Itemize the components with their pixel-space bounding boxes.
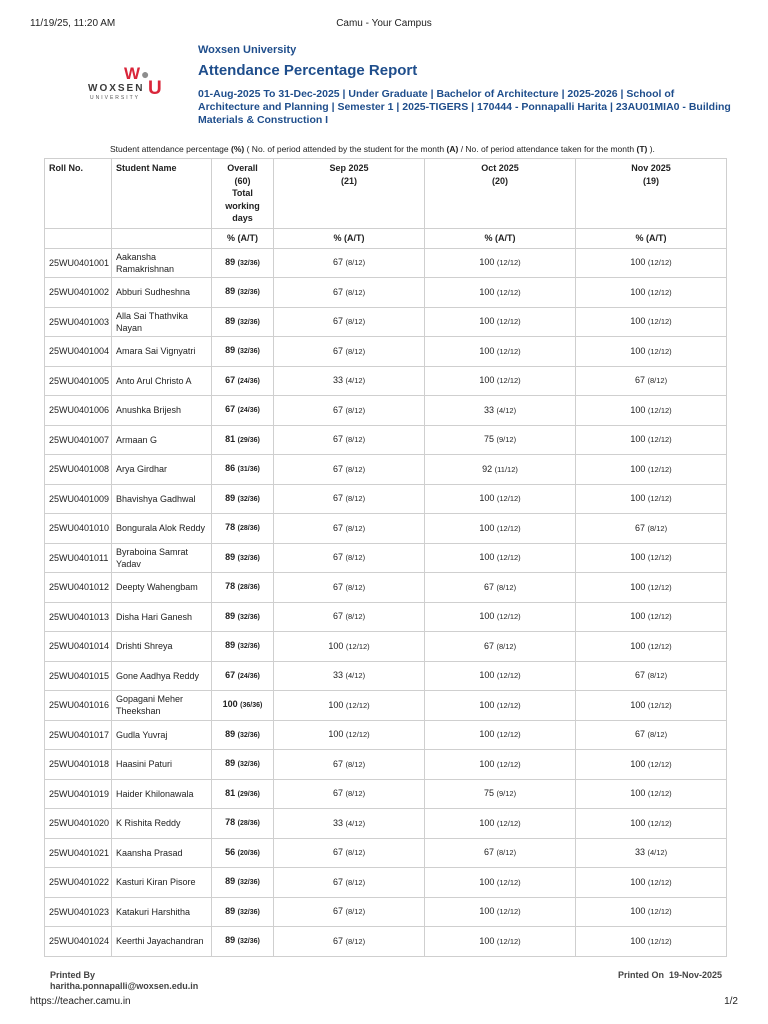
attendance-table — [44, 158, 727, 957]
cell-month-1: 100 (12/12) — [425, 868, 576, 898]
cell-month-2: 100 (12/12) — [576, 484, 727, 514]
cell-roll: 25WU0401024 — [45, 927, 112, 957]
cell-month-0: 67 (8/12) — [274, 897, 425, 927]
table-row — [45, 248, 727, 278]
university-name: Woxsen University — [198, 44, 297, 56]
cell-month-0: 33 (4/12) — [274, 661, 425, 691]
cell-roll: 25WU0401009 — [45, 484, 112, 514]
logo-wordmark: WOXSEN — [88, 83, 145, 94]
cell-month-0: 67 (8/12) — [274, 779, 425, 809]
table-header-row — [45, 159, 727, 229]
table-row — [45, 573, 727, 603]
cell-overall: 89 (32/36) — [212, 307, 274, 337]
cell-month-1: 100 (12/12) — [425, 337, 576, 367]
table-row — [45, 337, 727, 367]
cell-month-2: 100 (12/12) — [576, 396, 727, 426]
cell-month-1: 100 (12/12) — [425, 307, 576, 337]
table-row — [45, 514, 727, 544]
cell-name: Haider Khilonawala — [112, 779, 212, 809]
cell-month-2: 100 (12/12) — [576, 307, 727, 337]
cell-month-0: 67 (8/12) — [274, 573, 425, 603]
table-row — [45, 366, 727, 396]
cell-month-0: 67 (8/12) — [274, 838, 425, 868]
table-row — [45, 396, 727, 426]
cell-month-0: 67 (8/12) — [274, 455, 425, 485]
table-row — [45, 779, 727, 809]
cell-month-2: 100 (12/12) — [576, 779, 727, 809]
printed-by-label: Printed By — [50, 970, 96, 980]
cell-roll: 25WU0401001 — [45, 248, 112, 278]
cell-month-2: 100 (12/12) — [576, 691, 727, 721]
cell-name: Gone Aadhya Reddy — [112, 661, 212, 691]
cell-name: Gopagani Meher Theekshan — [112, 691, 212, 721]
cell-name: Arya Girdhar — [112, 455, 212, 485]
cell-overall: 81 (29/36) — [212, 779, 274, 809]
cell-month-1: 100 (12/12) — [425, 543, 576, 573]
cell-month-0: 67 (8/12) — [274, 514, 425, 544]
col-header-sep: Sep 2025 (21) — [274, 159, 425, 229]
cell-month-2: 100 (12/12) — [576, 750, 727, 780]
cell-roll: 25WU0401023 — [45, 897, 112, 927]
cell-month-0: 67 (8/12) — [274, 278, 425, 308]
cell-month-2: 100 (12/12) — [576, 897, 727, 927]
cell-month-2: 100 (12/12) — [576, 573, 727, 603]
col-header-nov: Nov 2025 (19) — [576, 159, 727, 229]
cell-name: Kaansha Prasad — [112, 838, 212, 868]
cell-roll: 25WU0401019 — [45, 779, 112, 809]
printed-on: Printed On 19-Nov-2025 — [617, 970, 722, 980]
cell-overall: 89 (32/36) — [212, 897, 274, 927]
col-header-name: Student Name — [112, 159, 212, 229]
logo-mark: W● — [124, 64, 151, 83]
cell-name: Kasturi Kiran Pisore — [112, 868, 212, 898]
cell-overall: 89 (32/36) — [212, 750, 274, 780]
table-body — [45, 248, 727, 956]
cell-month-2: 100 (12/12) — [576, 602, 727, 632]
cell-overall: 100 (36/36) — [212, 691, 274, 721]
cell-name: Armaan G — [112, 425, 212, 455]
cell-name: Amara Sai Vignyatri — [112, 337, 212, 367]
cell-month-2: 100 (12/12) — [576, 425, 727, 455]
cell-name: Abburi Sudheshna — [112, 278, 212, 308]
cell-overall: 89 (32/36) — [212, 632, 274, 662]
cell-month-1: 33 (4/12) — [425, 396, 576, 426]
table-row — [45, 691, 727, 721]
legend-note: Student attendance percentage (%) ( No. of period attended by the student for the month (A) / No. of period attendance taken for the month (T) ). — [110, 144, 655, 154]
cell-name: Bongurala Alok Reddy — [112, 514, 212, 544]
cell-month-1: 100 (12/12) — [425, 750, 576, 780]
cell-month-1: 100 (12/12) — [425, 514, 576, 544]
cell-month-0: 67 (8/12) — [274, 868, 425, 898]
logo-subtext: UNIVERSITY — [90, 95, 141, 101]
table-row — [45, 838, 727, 868]
cell-month-0: 33 (4/12) — [274, 809, 425, 839]
cell-roll: 25WU0401011 — [45, 543, 112, 573]
cell-roll: 25WU0401003 — [45, 307, 112, 337]
cell-month-1: 100 (12/12) — [425, 927, 576, 957]
cell-roll: 25WU0401022 — [45, 868, 112, 898]
table-row — [45, 455, 727, 485]
cell-month-1: 100 (12/12) — [425, 248, 576, 278]
table-row — [45, 543, 727, 573]
cell-roll: 25WU0401005 — [45, 366, 112, 396]
cell-month-2: 67 (8/12) — [576, 366, 727, 396]
cell-name: Drishti Shreya — [112, 632, 212, 662]
cell-month-1: 75 (9/12) — [425, 425, 576, 455]
table-row — [45, 602, 727, 632]
printed-by — [50, 970, 198, 992]
cell-overall: 89 (32/36) — [212, 248, 274, 278]
cell-month-1: 100 (12/12) — [425, 897, 576, 927]
cell-roll: 25WU0401014 — [45, 632, 112, 662]
cell-roll: 25WU0401012 — [45, 573, 112, 603]
cell-month-1: 67 (8/12) — [425, 573, 576, 603]
cell-month-1: 100 (12/12) — [425, 809, 576, 839]
col-header-roll: Roll No. — [45, 159, 112, 229]
cell-month-1: 67 (8/12) — [425, 838, 576, 868]
cell-month-0: 67 (8/12) — [274, 337, 425, 367]
cell-month-0: 100 (12/12) — [274, 720, 425, 750]
cell-overall: 78 (28/36) — [212, 573, 274, 603]
cell-month-0: 67 (8/12) — [274, 543, 425, 573]
cell-month-1: 67 (8/12) — [425, 632, 576, 662]
subheader-oct: % (A/T) — [425, 229, 576, 249]
subheader-nov: % (A/T) — [576, 229, 727, 249]
cell-roll: 25WU0401002 — [45, 278, 112, 308]
report-description: 01-Aug-2025 To 31-Dec-2025 | Under Graduate | Bachelor of Architecture | 2025-2026 | School of Architecture and Planning | Semester 1 | 2025-TIGERS | 170444 - Ponnapalli Harita | 23AU01MIA0 - Building Materials & Construction I — [198, 88, 731, 126]
cell-name: Aakansha Ramakrishnan — [112, 248, 212, 278]
table-row — [45, 750, 727, 780]
cell-overall: 89 (32/36) — [212, 484, 274, 514]
table-row — [45, 809, 727, 839]
cell-overall: 67 (24/36) — [212, 661, 274, 691]
cell-overall: 89 (32/36) — [212, 927, 274, 957]
cell-overall: 78 (28/36) — [212, 514, 274, 544]
cell-month-1: 100 (12/12) — [425, 278, 576, 308]
cell-roll: 25WU0401013 — [45, 602, 112, 632]
cell-overall: 81 (29/36) — [212, 425, 274, 455]
cell-month-0: 100 (12/12) — [274, 691, 425, 721]
cell-roll: 25WU0401018 — [45, 750, 112, 780]
cell-roll: 25WU0401020 — [45, 809, 112, 839]
subheader-empty — [45, 229, 112, 249]
cell-month-2: 100 (12/12) — [576, 248, 727, 278]
cell-month-2: 100 (12/12) — [576, 809, 727, 839]
report-header — [198, 44, 738, 127]
cell-month-0: 67 (8/12) — [274, 396, 425, 426]
cell-month-1: 92 (11/12) — [425, 455, 576, 485]
cell-month-1: 100 (12/12) — [425, 691, 576, 721]
print-header — [30, 18, 738, 32]
table-row — [45, 720, 727, 750]
cell-name: Keerthi Jayachandran — [112, 927, 212, 957]
cell-month-0: 67 (8/12) — [274, 750, 425, 780]
print-page-title: Camu - Your Campus — [336, 18, 432, 29]
cell-roll: 25WU0401015 — [45, 661, 112, 691]
woxsen-logo — [86, 64, 170, 104]
cell-month-2: 33 (4/12) — [576, 838, 727, 868]
table-row — [45, 897, 727, 927]
print-url: https://teacher.camu.in — [30, 996, 131, 1007]
col-header-overall: Overall (60) Total working days — [212, 159, 274, 229]
cell-overall: 89 (32/36) — [212, 868, 274, 898]
cell-overall: 89 (32/36) — [212, 543, 274, 573]
subheader-empty — [112, 229, 212, 249]
cell-month-0: 33 (4/12) — [274, 366, 425, 396]
cell-roll: 25WU0401007 — [45, 425, 112, 455]
cell-roll: 25WU0401016 — [45, 691, 112, 721]
printed-by-email: haritha.ponnapalli@woxsen.edu.in — [50, 981, 199, 991]
cell-roll: 25WU0401008 — [45, 455, 112, 485]
table-row — [45, 661, 727, 691]
table-subheader-row — [45, 229, 727, 249]
cell-month-2: 67 (8/12) — [576, 720, 727, 750]
cell-month-2: 100 (12/12) — [576, 543, 727, 573]
cell-month-0: 100 (12/12) — [274, 632, 425, 662]
col-header-oct: Oct 2025 (20) — [425, 159, 576, 229]
cell-month-0: 67 (8/12) — [274, 927, 425, 957]
table-row — [45, 425, 727, 455]
cell-roll: 25WU0401006 — [45, 396, 112, 426]
cell-month-1: 100 (12/12) — [425, 661, 576, 691]
cell-month-2: 67 (8/12) — [576, 514, 727, 544]
cell-month-1: 100 (12/12) — [425, 720, 576, 750]
cell-month-2: 100 (12/12) — [576, 278, 727, 308]
cell-roll: 25WU0401004 — [45, 337, 112, 367]
cell-roll: 25WU0401017 — [45, 720, 112, 750]
cell-month-2: 100 (12/12) — [576, 632, 727, 662]
cell-overall: 89 (32/36) — [212, 278, 274, 308]
table-row — [45, 278, 727, 308]
cell-name: Anto Arul Christo A — [112, 366, 212, 396]
table-row — [45, 484, 727, 514]
cell-month-1: 100 (12/12) — [425, 484, 576, 514]
cell-name: Byraboina Samrat Yadav — [112, 543, 212, 573]
cell-name: Katakuri Harshitha — [112, 897, 212, 927]
cell-month-0: 67 (8/12) — [274, 307, 425, 337]
cell-month-0: 67 (8/12) — [274, 484, 425, 514]
cell-month-2: 67 (8/12) — [576, 661, 727, 691]
cell-name: K Rishita Reddy — [112, 809, 212, 839]
cell-month-2: 100 (12/12) — [576, 927, 727, 957]
cell-name: Haasini Paturi — [112, 750, 212, 780]
cell-month-0: 67 (8/12) — [274, 248, 425, 278]
cell-overall: 89 (32/36) — [212, 602, 274, 632]
subheader-sep: % (A/T) — [274, 229, 425, 249]
cell-roll: 25WU0401021 — [45, 838, 112, 868]
cell-overall: 56 (20/36) — [212, 838, 274, 868]
cell-overall: 86 (31/36) — [212, 455, 274, 485]
subheader-overall: % (A/T) — [212, 229, 274, 249]
cell-month-2: 100 (12/12) — [576, 455, 727, 485]
cell-roll: 25WU0401010 — [45, 514, 112, 544]
print-page-number: 1/2 — [724, 996, 738, 1007]
cell-name: Bhavishya Gadhwal — [112, 484, 212, 514]
report-title: Attendance Percentage Report — [198, 62, 418, 79]
cell-name: Alla Sai Thathvika Nayan — [112, 307, 212, 337]
table-row — [45, 307, 727, 337]
cell-overall: 67 (24/36) — [212, 366, 274, 396]
table-row — [45, 632, 727, 662]
cell-month-1: 75 (9/12) — [425, 779, 576, 809]
cell-name: Anushka Brijesh — [112, 396, 212, 426]
table-row — [45, 868, 727, 898]
cell-overall: 78 (28/36) — [212, 809, 274, 839]
cell-overall: 89 (32/36) — [212, 720, 274, 750]
cell-name: Deepty Wahengbam — [112, 573, 212, 603]
cell-overall: 89 (32/36) — [212, 337, 274, 367]
cell-name: Gudla Yuvraj — [112, 720, 212, 750]
table-row — [45, 927, 727, 957]
cell-month-0: 67 (8/12) — [274, 602, 425, 632]
cell-month-2: 100 (12/12) — [576, 337, 727, 367]
cell-month-1: 100 (12/12) — [425, 602, 576, 632]
cell-overall: 67 (24/36) — [212, 396, 274, 426]
cell-month-0: 67 (8/12) — [274, 425, 425, 455]
cell-name: Disha Hari Ganesh — [112, 602, 212, 632]
cell-month-1: 100 (12/12) — [425, 366, 576, 396]
logo-u-mark: U — [148, 78, 162, 99]
print-datetime: 11/19/25, 11:20 AM — [30, 18, 116, 29]
cell-month-2: 100 (12/12) — [576, 868, 727, 898]
